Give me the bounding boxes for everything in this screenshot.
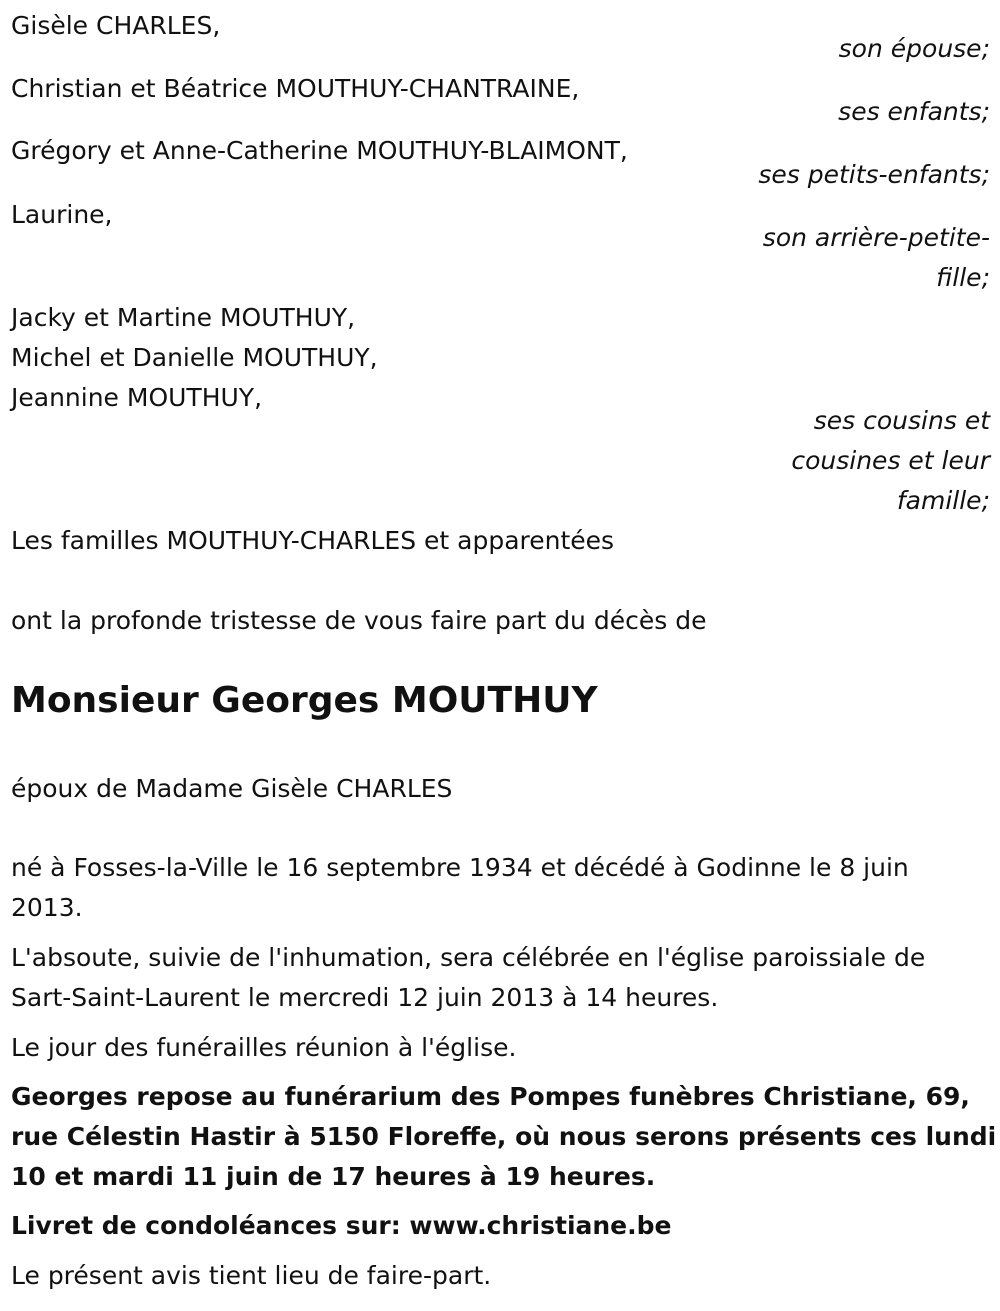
ceremony-line-2: Sart-Saint-Laurent le mercredi 12 juin 2013 à 14 heures. bbox=[11, 983, 719, 1012]
children-role: ses enfants; bbox=[838, 97, 990, 126]
birth-death-line-2: 2013. bbox=[11, 893, 83, 922]
children-name: Christian et Béatrice MOUTHUY-CHANTRAINE, bbox=[11, 74, 580, 103]
great-grandchild-name: Laurine, bbox=[11, 200, 113, 229]
condolences-line: Livret de condoléances sur: www.christiane.be bbox=[11, 1211, 672, 1240]
ceremony-line-1: L'absoute, suivie de l'inhumation, sera célébrée en l'église paroissiale de bbox=[11, 943, 926, 972]
families-line: Les familles MOUTHUY-CHARLES et apparentées bbox=[11, 526, 615, 555]
grandchildren-name: Grégory et Anne-Catherine MOUTHUY-BLAIMONT, bbox=[11, 136, 628, 165]
deceased-name: Monsieur Georges MOUTHUY bbox=[11, 680, 598, 721]
spouse-name: Gisèle CHARLES, bbox=[11, 11, 221, 40]
spouse-of-line: époux de Madame Gisèle CHARLES bbox=[11, 774, 453, 803]
reunion-line: Le jour des funérailles réunion à l'église. bbox=[11, 1033, 517, 1062]
cousin-line-2: Michel et Danielle MOUTHUY, bbox=[11, 343, 378, 372]
grandchildren-role: ses petits-enfants; bbox=[758, 160, 990, 189]
notice-line: Le présent avis tient lieu de faire-part. bbox=[11, 1261, 492, 1290]
announcement-line: ont la profonde tristesse de vous faire part du décès de bbox=[11, 606, 707, 635]
great-grandchild-role-line2: fille; bbox=[936, 263, 990, 292]
birth-death-line-1: né à Fosses-la-Ville le 16 septembre 1934 et décédé à Godinne le 8 juin bbox=[11, 853, 909, 882]
repose-line-1: Georges repose au funérarium des Pompes funèbres Christiane, 69, bbox=[11, 1082, 970, 1111]
cousins-role-line3: famille; bbox=[896, 486, 990, 515]
cousins-role-line1: ses cousins et bbox=[813, 406, 990, 435]
repose-line-3: 10 et mardi 11 juin de 17 heures à 19 heures. bbox=[11, 1162, 656, 1191]
cousins-role-line2: cousines et leur bbox=[791, 446, 990, 475]
repose-line-2: rue Célestin Hastir à 5150 Floreffe, où nous serons présents ces lundi bbox=[11, 1122, 997, 1151]
cousin-line-3: Jeannine MOUTHUY, bbox=[11, 383, 263, 412]
great-grandchild-role-line1: son arrière-petite- bbox=[762, 223, 990, 252]
cousin-line-1: Jacky et Martine MOUTHUY, bbox=[11, 303, 356, 332]
spouse-role: son épouse; bbox=[838, 34, 990, 63]
